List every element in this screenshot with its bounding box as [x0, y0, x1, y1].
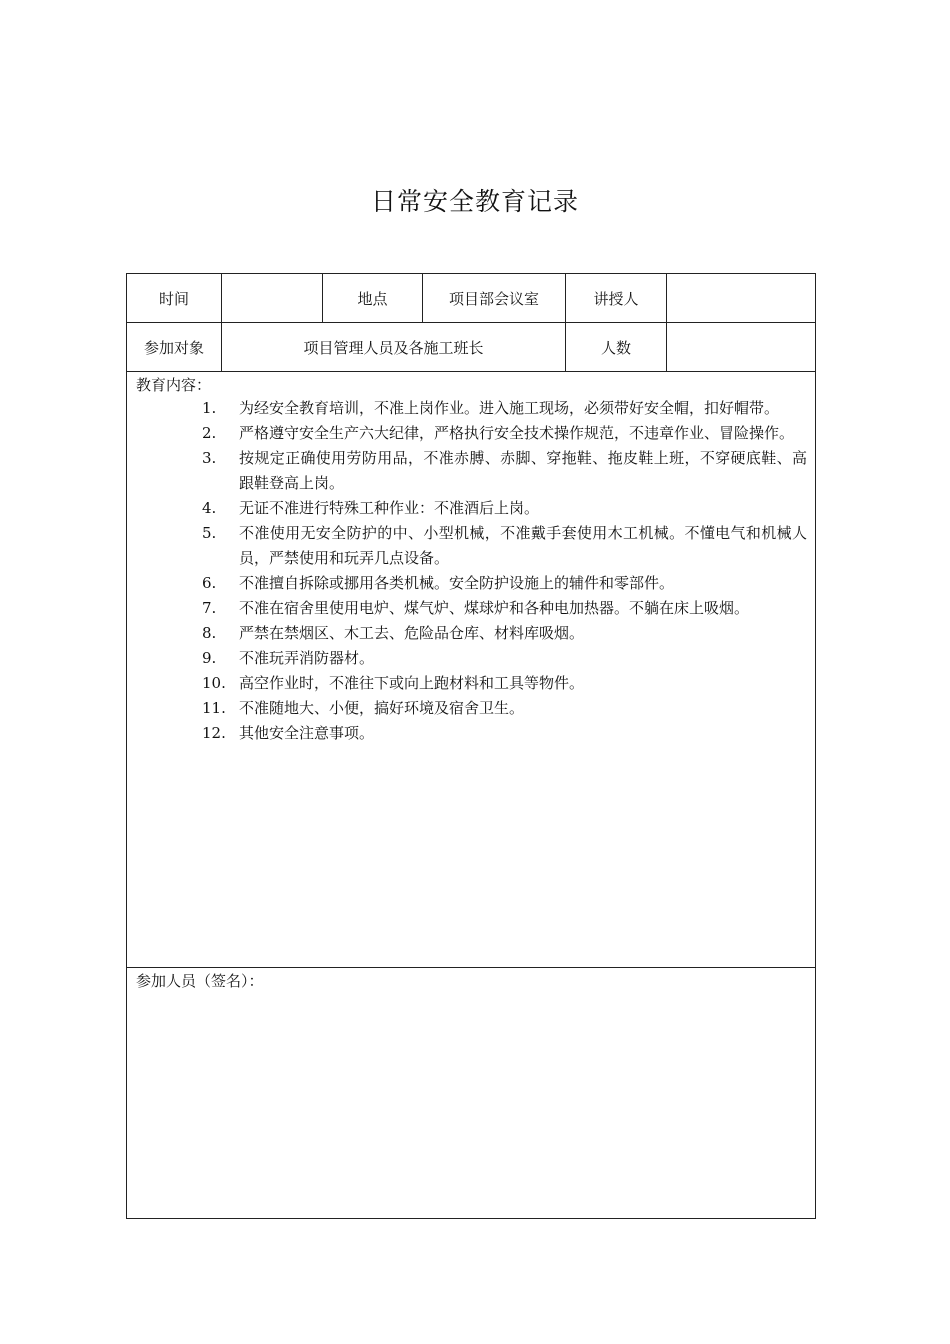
list-item [202, 396, 807, 421]
lecturer-value[interactable] [667, 274, 816, 323]
item-number: 1. [202, 399, 217, 417]
item-number: 4. [202, 499, 217, 517]
list-item [202, 496, 807, 521]
item-text: 严格遵守安全生产六大纪律，严格执行安全技术操作规范，不违章作业、冒险操作。 [239, 424, 795, 442]
time-value[interactable] [222, 274, 323, 323]
item-text: 按规定正确使用劳防用品，不准赤膊、赤脚、穿拖鞋、拖皮鞋上班，不穿硬底鞋、高跟鞋登高上岗。 [239, 449, 807, 492]
participants-label: 参加对象 [127, 323, 222, 372]
signature-cell[interactable] [127, 968, 816, 1219]
count-value[interactable] [667, 323, 816, 372]
item-number: 11. [202, 699, 226, 717]
header-row-2 [127, 323, 816, 372]
signature-row [127, 968, 816, 1219]
item-number: 9. [202, 649, 217, 667]
list-item [202, 671, 807, 696]
item-text: 严禁在禁烟区、木工去、危险品仓库、材料库吸烟。 [239, 624, 585, 642]
item-number: 10. [202, 674, 226, 692]
count-label: 人数 [566, 323, 667, 372]
item-text: 不准玩弄消防器材。 [239, 649, 375, 667]
item-number: 2. [202, 424, 217, 442]
item-text: 不准使用无安全防护的中、小型机械，不准戴手套使用木工机械。不懂电气和机械人员，严禁使用和玩弄几点设备。 [239, 524, 807, 567]
item-number: 12. [202, 724, 226, 742]
content-label: 教育内容： [136, 376, 212, 394]
list-item [202, 521, 807, 571]
list-item [202, 571, 807, 596]
list-item [202, 721, 807, 746]
header-row-1 [127, 274, 816, 323]
item-text: 其他安全注意事项。 [239, 724, 375, 742]
time-label: 时间 [127, 274, 222, 323]
content-cell [127, 372, 816, 968]
item-text: 不准在宿舍里使用电炉、煤气炉、煤球炉和各种电加热器。不躺在床上吸烟。 [239, 599, 750, 617]
signature-label: 参加人员（签名）： [136, 972, 264, 990]
item-number: 5. [202, 524, 217, 542]
item-number: 6. [202, 574, 217, 592]
item-number: 8. [202, 624, 217, 642]
lecturer-label: 讲授人 [566, 274, 667, 323]
list-item [202, 696, 807, 721]
item-text: 不准随地大、小便，搞好环境及宿舍卫生。 [239, 699, 525, 717]
list-item [202, 596, 807, 621]
education-record-table [126, 273, 816, 1219]
item-text: 无证不准进行特殊工种作业：不准酒后上岗。 [239, 499, 540, 517]
list-item [202, 421, 807, 446]
content-row [127, 372, 816, 968]
participants-value: 项目管理人员及各施工班长 [222, 323, 566, 372]
rules-list [136, 396, 807, 746]
item-text: 不准擅自拆除或挪用各类机械。安全防护设施上的辅件和零部件。 [239, 574, 675, 592]
place-value: 项目部会议室 [423, 274, 566, 323]
list-item [202, 646, 807, 671]
item-text: 高空作业时，不准往下或向上跑材料和工具等物件。 [239, 674, 585, 692]
item-number: 3. [202, 449, 217, 467]
list-item [202, 621, 807, 646]
list-item [202, 446, 807, 496]
item-number: 7. [202, 599, 217, 617]
place-label: 地点 [323, 274, 423, 323]
item-text: 为经安全教育培训，不准上岗作业。进入施工现场，必须带好安全帽，扣好帽带。 [239, 399, 780, 417]
page-title: 日常安全教育记录 [370, 187, 579, 216]
